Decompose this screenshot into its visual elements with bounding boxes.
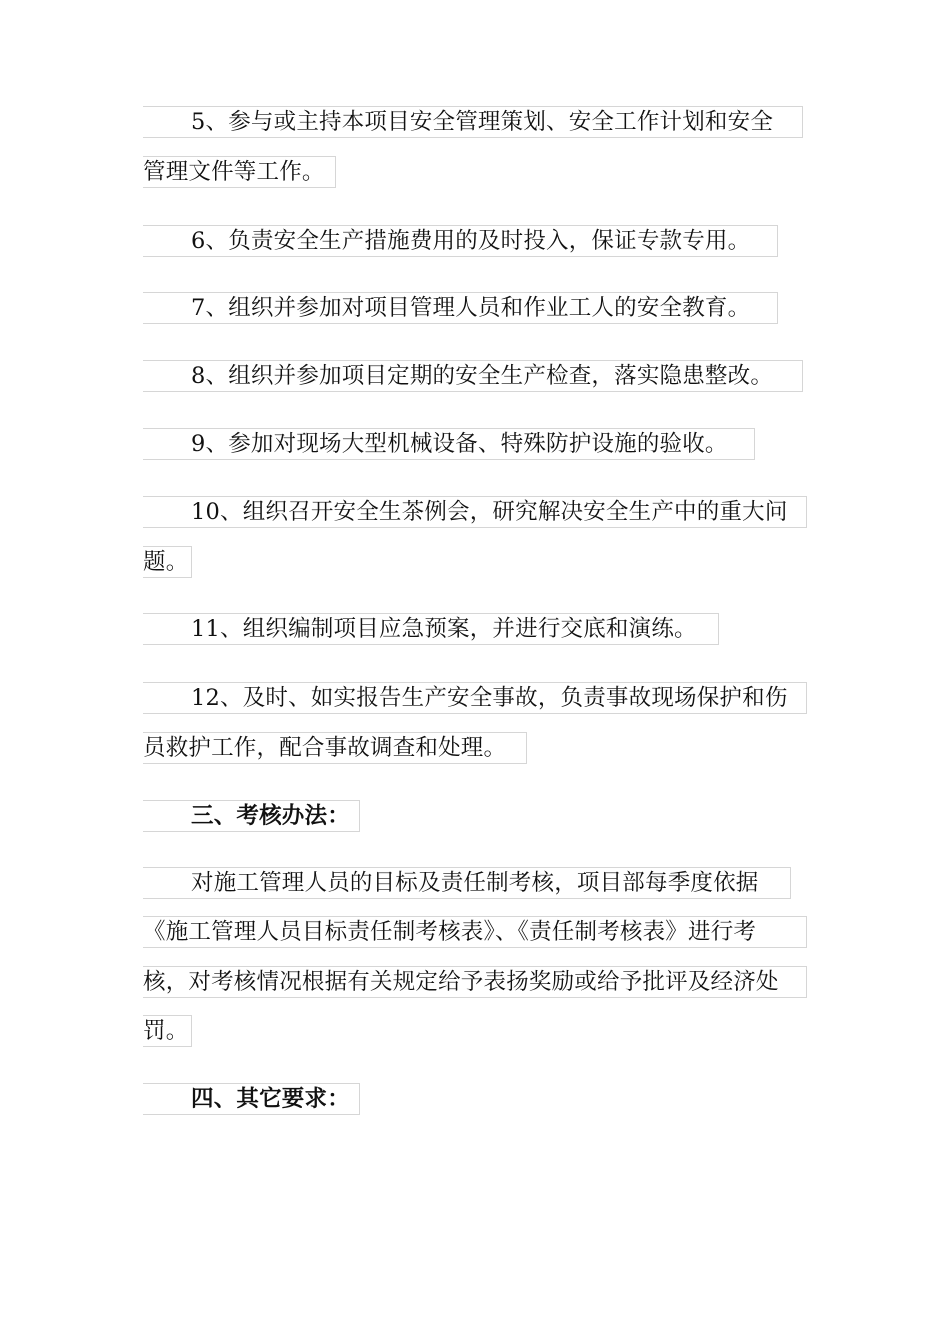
item-6: 6、负责安全生产措施费用的及时投入，保证专款专用。 bbox=[143, 225, 778, 257]
section-3-para-line-1: 对施工管理人员的目标及责任制考核，项目部每季度依据 bbox=[143, 867, 791, 899]
item-10-line-2: 题。 bbox=[143, 546, 192, 578]
section-4-heading: 四、其它要求： bbox=[143, 1083, 360, 1115]
item-8: 8、组织并参加项目定期的安全生产检查，落实隐患整改。 bbox=[143, 360, 803, 392]
section-3-heading: 三、考核办法： bbox=[143, 800, 360, 832]
section-3-para-line-2: 《施工管理人员目标责任制考核表》、《责任制考核表》进行考 bbox=[143, 916, 807, 948]
item-12-line-1: 12、及时、如实报告生产安全事故，负责事故现场保护和伤 bbox=[143, 682, 807, 714]
item-12-line-2: 员救护工作，配合事故调查和处理。 bbox=[143, 732, 527, 764]
item-7: 7、组织并参加对项目管理人员和作业工人的安全教育。 bbox=[143, 292, 778, 324]
section-3-para-line-4: 罚。 bbox=[143, 1015, 192, 1047]
item-9: 9、参加对现场大型机械设备、特殊防护设施的验收。 bbox=[143, 428, 755, 460]
item-5-line-1: 5、参与或主持本项目安全管理策划、安全工作计划和安全 bbox=[143, 106, 803, 138]
item-5-line-2: 管理文件等工作。 bbox=[143, 156, 336, 188]
item-11: 11、组织编制项目应急预案，并进行交底和演练。 bbox=[143, 613, 719, 645]
item-10-line-1: 10、组织召开安全生茶例会，研究解决安全生产中的重大问 bbox=[143, 496, 807, 528]
section-3-para-line-3: 核，对考核情况根据有关规定给予表扬奖励或给予批评及经济处 bbox=[143, 966, 807, 998]
